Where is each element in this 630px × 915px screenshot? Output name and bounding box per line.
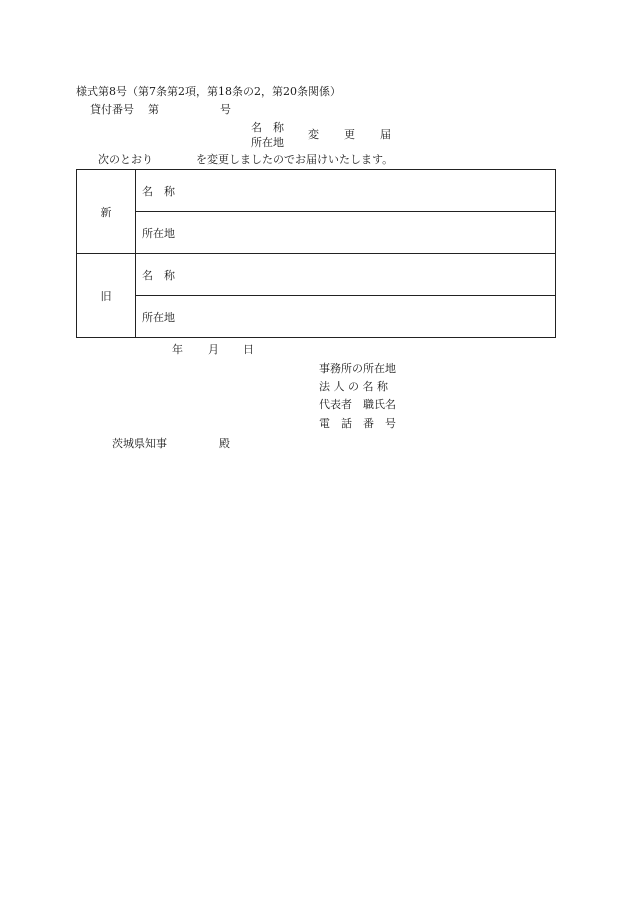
table-row-old-address [77, 296, 556, 338]
new-address-label: 所在地 [142, 226, 175, 240]
old-address-cell[interactable] [136, 296, 556, 338]
title-change-1: 変 [308, 128, 319, 141]
title-notice: 届 [380, 128, 391, 141]
table-row-old-name [77, 254, 556, 296]
title-option-name: 名 称 [251, 121, 284, 134]
change-table [76, 169, 556, 338]
loan-number-label: 貸付番号 [90, 103, 134, 116]
intro-body: を変更しましたのでお届けいたします。 [196, 153, 394, 166]
date-month: 月 [208, 343, 219, 356]
addressee-governor: 茨城県知事 [112, 437, 167, 450]
title-change-2: 更 [344, 128, 355, 141]
form-number: 様式第8号（第7条第2項，第18条の2，第20条関係） [76, 85, 341, 98]
applicant-corp-name: 法 人 の 名 称 [319, 380, 388, 393]
date-day: 日 [243, 343, 254, 356]
table-row-new-address [77, 212, 556, 254]
old-section-label: 旧 [77, 254, 136, 338]
new-section-label: 新 [77, 170, 136, 254]
loan-number-suffix: 号 [220, 103, 231, 116]
date-year: 年 [172, 343, 183, 356]
old-name-label: 名 称 [142, 268, 175, 282]
loan-number-prefix: 第 [148, 103, 159, 116]
applicant-phone: 電 話 番 号 [319, 417, 396, 430]
intro-lead: 次のとおり [98, 153, 153, 166]
new-address-cell[interactable] [136, 212, 556, 254]
applicant-representative: 代表者 職氏名 [319, 398, 396, 411]
old-name-cell[interactable] [136, 254, 556, 296]
table-row-new-name [77, 170, 556, 212]
new-name-label: 名 称 [142, 184, 175, 198]
title-option-address: 所在地 [251, 136, 284, 149]
addressee-honorific: 殿 [219, 437, 230, 450]
new-name-cell[interactable] [136, 170, 556, 212]
old-address-label: 所在地 [142, 310, 175, 324]
applicant-office-address: 事務所の所在地 [319, 362, 396, 375]
